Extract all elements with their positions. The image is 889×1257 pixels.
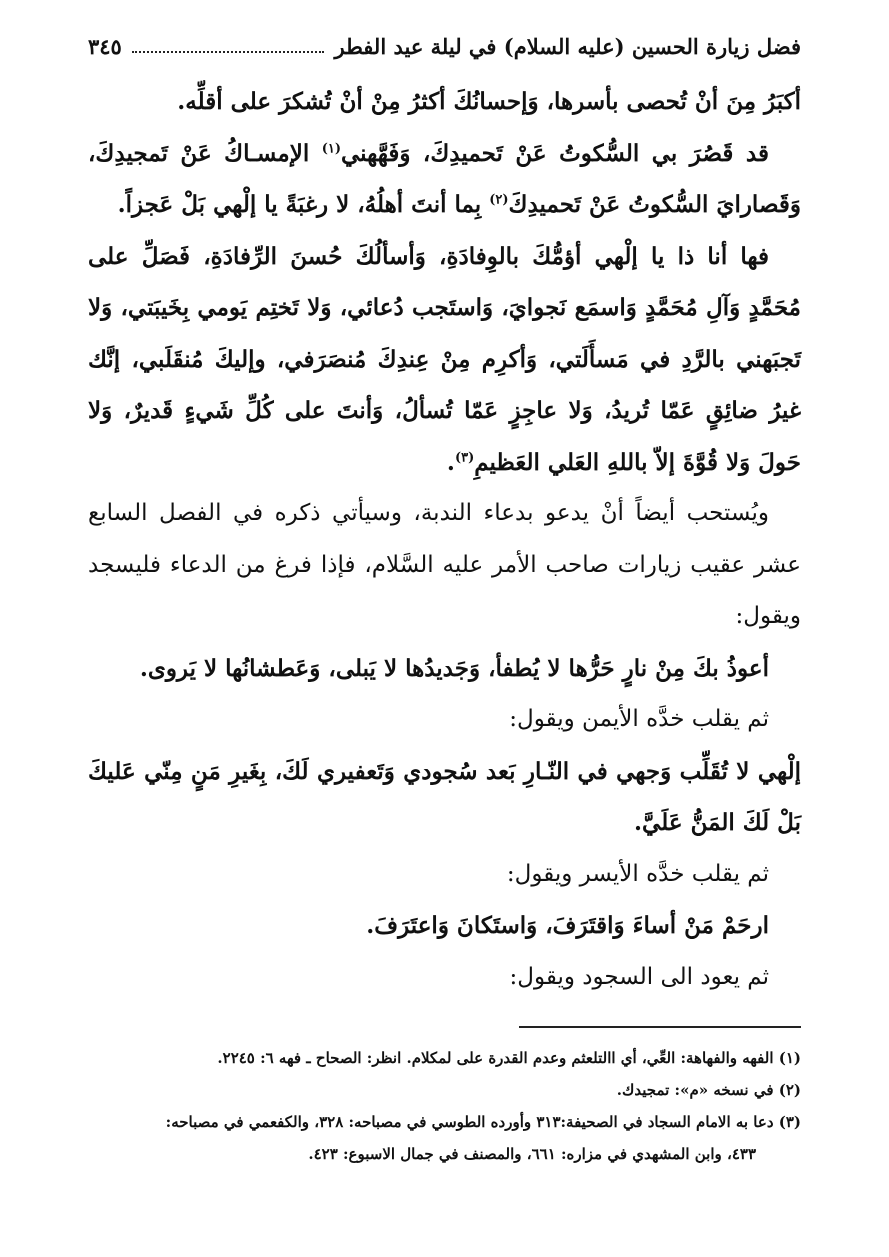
footnote: (٢) في نسخه «م»: تمجيدك. <box>616 1081 801 1099</box>
footnote: (١) الفهه والفهاهة: العِّي، أي االتلعثم وعدم القدرة على لمكلام. انظر: الصحاح ـ فهه ٦: ٢٢٤٥. <box>217 1049 801 1067</box>
header-title: فضل زيارة الحسين (عليه السلام) في ليلة عيد الفطر <box>334 33 801 59</box>
supplication-line: ارحَمْ مَنْ أساءَ وَاقتَرَفَ، وَاستَكانَ وَاعتَرَفَ. <box>366 912 769 939</box>
supplication-paragraph: إلْهي لا تُقَلِّب وَجهي في النّـارِ بَعد سُجودي وَتَعفيري لَكَ، بِغَيرِ مَنٍ مِنّي عَليكَ بَلْ لَكَ المَنُّ عَلَيَّ. <box>88 757 801 836</box>
footnote-continuation: ٤٣٣، وابن المشهدي في مزاره: ٦٦١، والمصنف في جمال الاسبوع: ٤٢٣. <box>308 1145 756 1163</box>
supplication-line: أكبَرُ مِنَ أنْ تُحصى بأسرها، وَإحسانُكَ أكثرُ مِنْ أنْ تُشكرَ على أقلِّه. <box>177 88 801 115</box>
page-body <box>88 76 801 1003</box>
text-run: . <box>446 448 455 476</box>
text-run: الإمسـاكُ عَنْ تَمجيدِكَ، وَقَصارايَ السُّكوتُ عَنْ تَحميدِكَ <box>88 139 801 218</box>
text-run: قد قَصُرَ بي السُّكوتُ عَنْ تَحميدِكَ، وَفَهَّهني <box>341 139 769 167</box>
footnote-ref: (٢) <box>489 192 509 208</box>
footnote-ref: (١) <box>321 140 342 156</box>
page-number: ٣٤٥ <box>88 33 122 59</box>
supplication-line: أعوذُ بكَ مِنْ نارٍ حَرُّها لا يُطفأ، وَجَديدُها لا يَبلى، وَعَطشانُها لا يَروى. <box>139 654 769 682</box>
instruction-line: ثم يقلب خدَّه الأيمن ويقول: <box>509 706 769 732</box>
text-run: فها أنا ذا يا إلْهي أؤمُّكَ بالوِفادَةِ، وَأسألُكَ حُسنَ الرِّفادَةِ، فَصَلِّ على مُحَمَّدٍ وَآلِ مُحَمَّدٍ وَاسمَع نَجوايَ، وَاستَجب دُعائي، وَلا تَختِم يَومي بِخَيبَتي، وَلا تَجبَهني بالرَّدِ في مَسأَلَتي، وَأكرِم مِنْ عِندِكَ مُنصَرَفي، وإليكَ مُنقَلَبي، إنَّك غيرُ ضائِقٍ عَمّا تُريدُ، وَلا عاجِزٍ عَمّا تُسألُ، وَأنتَ على كُلِّ شَيءٍ قَديرٌ، وَلا حَولَ وَلا قُوَّةَ إلاّ باللهِ العَلي العَظيمِ <box>88 242 801 476</box>
footnote-ref: (٣) <box>454 449 475 465</box>
supplication-paragraph <box>88 231 801 489</box>
text-run: بِما أنتَ أهلُهُ، لا رغبَةً يا إلْهي بَلْ عَجزاً. <box>117 191 490 218</box>
instruction-line: ثم يقلب خدَّه الأيسر ويقول: <box>506 860 769 887</box>
running-header <box>88 28 801 64</box>
instruction-line: ثم يعود الى السجود ويقول: <box>509 963 769 990</box>
footnote: (٣) دعا به الامام السجاد في الصحيفة:٣١٣ وأورده الطوسي في مصباحه: ٣٢٨، والكفعمي في مصباحه: <box>165 1113 801 1131</box>
header-leader-dots <box>132 51 325 53</box>
footnote-separator <box>519 1026 801 1028</box>
instruction-paragraph: ويُستحب أيضاً أنْ يدعو بدعاء الندبة، وسيأتي ذكره في الفصل السابع عشر عقيب زيارات صاحب الأمر عليه السَّلام، فإذا فرغ من الدعاء فليسجد ويقول: <box>88 500 801 629</box>
supplication-paragraph <box>88 128 801 231</box>
footnotes <box>88 1042 801 1170</box>
